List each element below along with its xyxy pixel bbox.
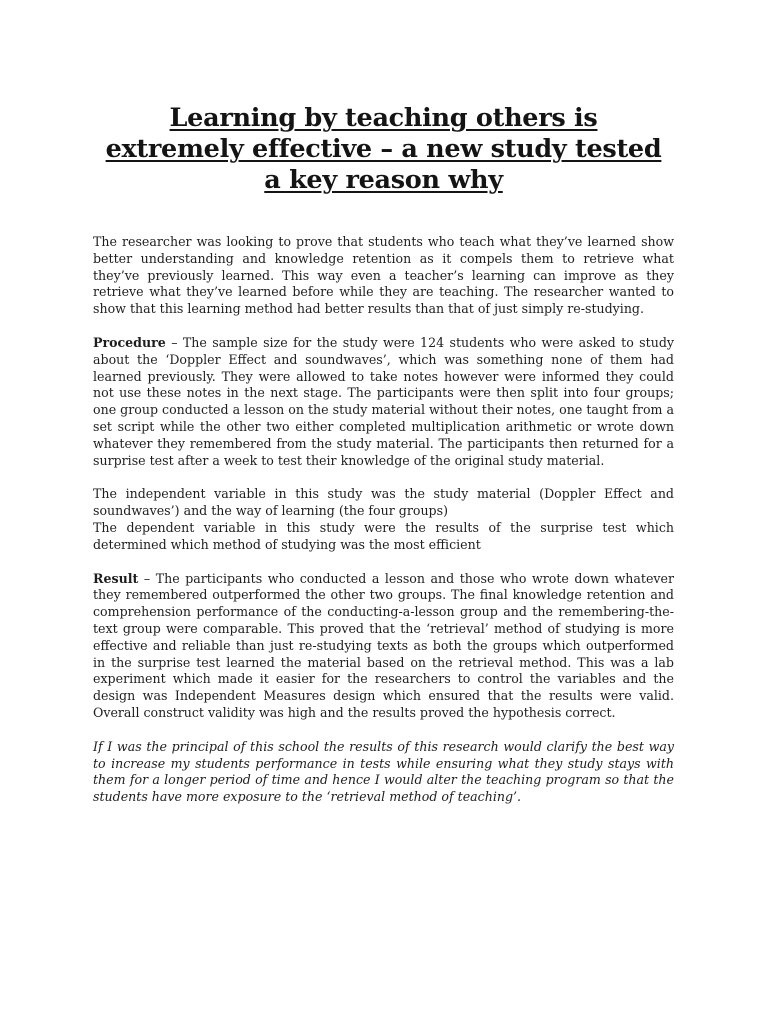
procedure-heading: Procedure <box>93 334 166 350</box>
result-heading: Result <box>93 570 139 586</box>
dependent-variable-paragraph: The dependent variable in this study were the results of the surprise test which determined which method of studying was the most efficient <box>93 519 674 552</box>
title-line: Learning by teaching others is <box>169 103 598 133</box>
intro-paragraph: The researcher was looking to prove that students who teach what they’ve learned show better understanding and knowledge retention as it compels them to retrieve what they’ve previously learned. This way even a teacher’s learning can improve as they retrieve what they’ve learned before while they are teaching. The researcher wanted to show that this learning method had better results than that of just simply re-studying. <box>93 234 674 317</box>
independent-variable-paragraph: The independent variable in this study was the study material (Doppler Effect and soundwaves’) and the way of learning (the four groups) <box>93 486 674 519</box>
document-title <box>93 103 674 196</box>
result-text: – The participants who conducted a lesson and those who wrote down whatever they remembered outperformed the other two groups. The final knowledge retention and comprehension performance of the conducting-a-lesson group and the remembering-the-text group were comparable. This proved that the ‘retrieval’ method of studying is more effective and reliable than just re-studying texts as both the groups which outperformed in the surprise test learned the material based on the retrieval method. This was a lab experiment which made it easier for the researchers to control the variables and the design was Independent Measures design which ensured that the results were valid. Overall construct validity was high and the results proved the hypothesis correct. <box>93 570 674 720</box>
title-line: a key reason why <box>264 165 503 195</box>
title-line: extremely effective – a new study tested <box>105 134 662 164</box>
procedure-paragraph <box>93 335 674 469</box>
procedure-text: – The sample size for the study were 124 students who were asked to study about the ‘Doppler Effect and soundwaves’, which was something none of them had learned previously. They were allowed to take notes however were informed they could not use these notes in the next stage. The participants were then split into four groups; one group conducted a lesson on the study material without their notes, one taught from a set script while the other two either completed multiplication arithmetic or wrote down whatever they remembered from the study material. The participants then returned for a surprise test after a week to test their knowledge of the original study material. <box>93 334 674 468</box>
result-paragraph <box>93 571 674 722</box>
conclusion-paragraph: If I was the principal of this school the results of this research would clarify the best way to increase my students performance in tests while ensuring what they study stays with them for a longer period of time and hence I would alter the teaching program so that the students have more exposure to the ‘retrieval method of teaching’. <box>93 738 674 805</box>
